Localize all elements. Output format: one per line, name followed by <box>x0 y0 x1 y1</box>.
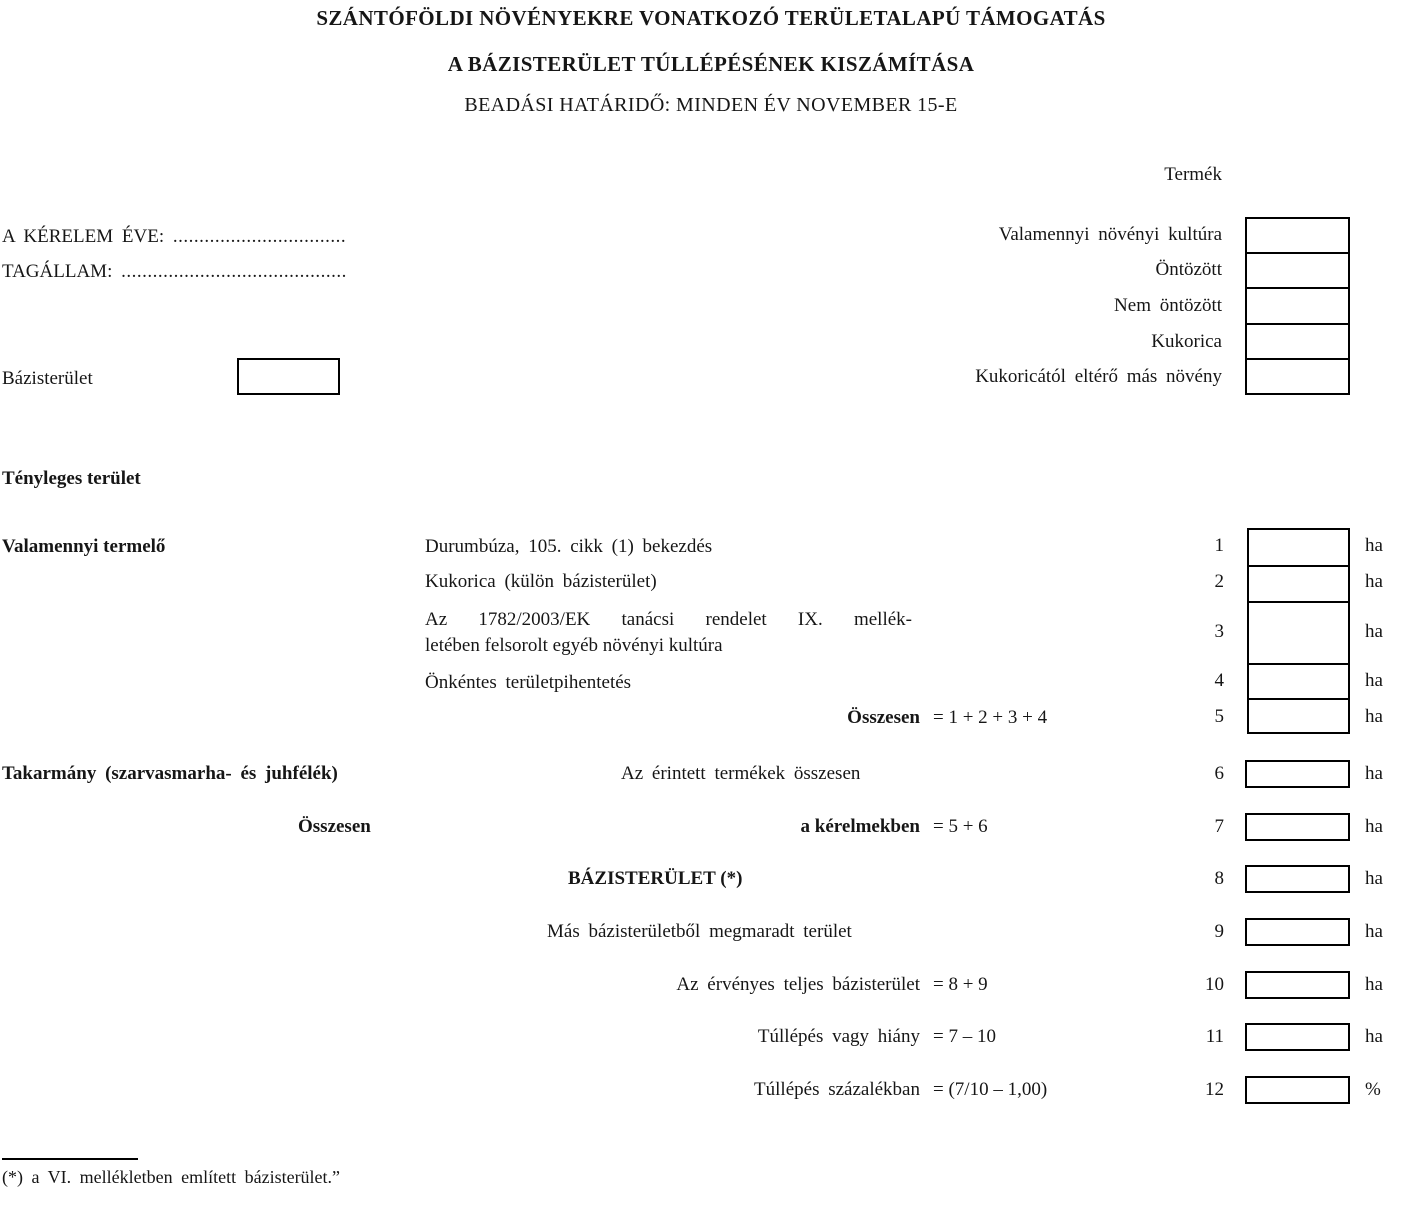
row11-number: 11 <box>1205 1026 1224 1047</box>
application-year-field[interactable]: ................................. <box>172 226 347 247</box>
product-column-heading: Termék <box>1164 164 1222 185</box>
form-subtitle: A BÁZISTERÜLET TÚLLÉPÉSÉNEK KISZÁMÍTÁSA <box>447 52 975 76</box>
row1-unit: ha <box>1365 535 1383 556</box>
row3-input-box[interactable] <box>1249 601 1348 663</box>
row9-label: Más bázisterületből megmaradt terület <box>547 921 852 942</box>
row11-unit: ha <box>1365 1026 1383 1047</box>
row5-unit: ha <box>1365 706 1383 727</box>
row4-input-box[interactable] <box>1249 663 1348 698</box>
row12-unit: % <box>1365 1079 1381 1100</box>
row3-label <box>425 607 912 659</box>
row2-unit: ha <box>1365 571 1383 592</box>
row10-input-box[interactable] <box>1245 971 1350 999</box>
form-deadline: BEADÁSI HATÁRIDŐ: MINDEN ÉV NOVEMBER 15-E <box>464 94 958 116</box>
row10-unit: ha <box>1365 974 1383 995</box>
row9-number: 9 <box>1214 921 1224 942</box>
row6-label: Az érintett termékek összesen <box>621 763 861 784</box>
product-label-non-irrigated: Nem öntözött <box>1114 295 1222 316</box>
row9-input-box[interactable] <box>1245 918 1350 946</box>
row8-number: 8 <box>1214 868 1224 889</box>
member-state-field[interactable]: ........................................... <box>121 261 347 282</box>
row5-formula: = 1 + 2 + 3 + 4 <box>933 707 1048 728</box>
row11-input-box[interactable] <box>1245 1023 1350 1051</box>
product-label-other-than-maize: Kukoricától eltérő más növény <box>975 366 1222 387</box>
row12-number: 12 <box>1205 1079 1224 1100</box>
footnote-text: (*) a VI. mellékletben említett bázisterület.” <box>2 1167 341 1187</box>
row10-label: Az érvényes teljes bázisterület <box>676 974 920 995</box>
product-label-all-crops: Valamennyi növényi kultúra <box>998 224 1222 245</box>
group-label-all-producers: Valamennyi termelő <box>2 536 166 557</box>
row10-number: 10 <box>1205 974 1224 995</box>
row3-label-line2: letében felsorolt egyéb növényi kultúra <box>425 635 723 656</box>
row8-label: BÁZISTERÜLET (*) <box>568 868 743 889</box>
form-title: SZÁNTÓFÖLDI NÖVÉNYEKRE VONATKOZÓ TERÜLETALAPÚ TÁMOGATÁS <box>316 6 1106 30</box>
row8-unit: ha <box>1365 868 1383 889</box>
row5-label: Összesen <box>847 707 920 728</box>
row5-input-box[interactable] <box>1249 698 1348 732</box>
product-box-other-than-maize[interactable] <box>1247 358 1348 393</box>
row8-input-box[interactable] <box>1245 865 1350 893</box>
product-box-all-crops[interactable] <box>1247 219 1348 252</box>
rows1-5-box-column <box>1247 528 1350 734</box>
base-area-input-box[interactable] <box>237 358 340 395</box>
product-label-irrigated: Öntözött <box>1155 259 1222 280</box>
row3-number: 3 <box>1214 621 1224 642</box>
row7-label: a kérelmekben <box>800 816 920 837</box>
footnote-rule <box>2 1158 138 1160</box>
product-label-maize: Kukorica <box>1151 331 1222 352</box>
row10-formula: = 8 + 9 <box>933 974 988 995</box>
group-label-total: Összesen <box>298 816 371 837</box>
section-heading-actual-area: Tényleges terület <box>2 468 141 489</box>
row7-unit: ha <box>1365 816 1383 837</box>
application-year-row <box>2 226 346 248</box>
row5-number: 5 <box>1214 706 1224 727</box>
row12-input-box[interactable] <box>1245 1076 1350 1104</box>
application-year-label: A KÉRELEM ÉVE: <box>2 226 165 247</box>
row4-number: 4 <box>1214 670 1224 691</box>
row7-input-box[interactable] <box>1245 813 1350 841</box>
row11-formula: = 7 – 10 <box>933 1026 996 1047</box>
product-box-maize[interactable] <box>1247 323 1348 358</box>
product-box-non-irrigated[interactable] <box>1247 287 1348 322</box>
row3-label-line1: Az 1782/2003/EK tanácsi rendelet IX. mellék- <box>425 609 912 630</box>
row3-unit: ha <box>1365 621 1383 642</box>
row6-unit: ha <box>1365 763 1383 784</box>
row12-label: Túllépés százalékban <box>754 1079 920 1100</box>
row4-label: Önkéntes területpihentetés <box>425 672 632 693</box>
row6-input-box[interactable] <box>1245 760 1350 788</box>
group-label-fodder: Takarmány (szarvasmarha- és juhfélék) <box>2 763 338 784</box>
member-state-row <box>2 261 347 283</box>
row1-number: 1 <box>1214 535 1224 556</box>
row12-formula: = (7/10 – 1,00) <box>933 1079 1048 1100</box>
row4-unit: ha <box>1365 670 1383 691</box>
row11-label: Túllépés vagy hiány <box>757 1026 920 1047</box>
row7-number: 7 <box>1214 816 1224 837</box>
product-box-column <box>1245 217 1350 395</box>
row1-label: Durumbúza, 105. cikk (1) bekezdés <box>425 536 713 557</box>
base-area-label: Bázisterület <box>2 368 93 389</box>
row2-input-box[interactable] <box>1249 565 1348 601</box>
row6-number: 6 <box>1214 763 1224 784</box>
row2-number: 2 <box>1214 571 1224 592</box>
row2-label: Kukorica (külön bázisterület) <box>425 571 657 592</box>
row1-input-box[interactable] <box>1249 530 1348 565</box>
row7-formula: = 5 + 6 <box>933 816 988 837</box>
product-box-irrigated[interactable] <box>1247 252 1348 287</box>
member-state-label: TAGÁLLAM: <box>2 261 113 282</box>
row9-unit: ha <box>1365 921 1383 942</box>
